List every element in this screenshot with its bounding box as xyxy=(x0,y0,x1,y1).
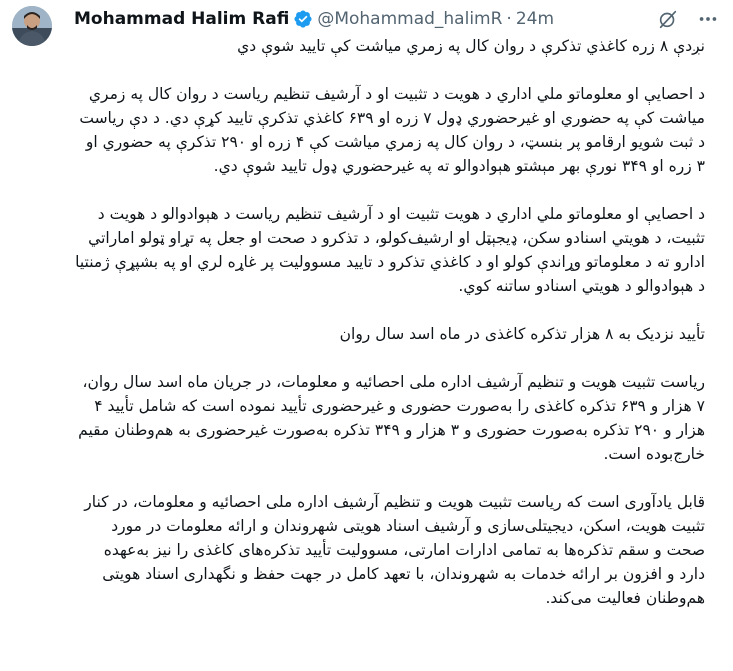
author-name[interactable]: Mohammad Halim Rafi xyxy=(74,9,290,29)
tweet-header xyxy=(74,7,554,31)
grok-icon[interactable] xyxy=(655,6,681,32)
tweet-paragraph-dari-1: ریاست تثبیت هویت و تنظیم آرشیف اداره ملی احصائیه و معلومات، در جریان ماه اسد سال روان، ۷ هزار و ۶۳۹ تذکره کاغذی را به‌صورت حضوری و غیرحضوری تأیید نموده است که شامل تأیید ۴ هزار و ۲۹۰ تذکره به‌صورت حضوری و ۳ هزار و ۳۴۹ تذکره به‌صورت غیرحضوری به هم‌وطنان مقیم خارج‌بوده است. xyxy=(78,373,705,463)
avatar-image xyxy=(12,6,52,46)
timestamp[interactable]: 24m xyxy=(515,9,555,29)
tweet-paragraph-dari-title: تأیید نزدیک به ۸ هزار تذکره کاغذی در ماه اسد سال روان xyxy=(339,325,705,343)
separator-dot: · xyxy=(506,9,512,29)
more-options-icon[interactable] xyxy=(695,6,721,32)
avatar[interactable] xyxy=(12,6,52,46)
verified-badge-icon xyxy=(293,9,313,29)
tweet-paragraph-pashto-title: نږدې ۸ زره کاغذي تذکرې د روان کال په زمري میاشت کې تایید شوې دي xyxy=(237,37,705,55)
tweet-paragraph-dari-2: قابل یادآوری است که ریاست تثبیت هویت و تنظیم آرشیف اداره ملی احصائیه و معلومات، در کنار تثبیت هویت، اسکن، دیجیتلی‌سازی و آرشیف اسناد هویتی شهروندان و ارائه معلومات در مورد صحت و سقم تذکره‌ها به تمامی ادارات امارتی، مسوولیت تأیید تذکره‌های کاغذی را نیز به‌عهده دارد و افزون بر ارائه خدمات به شهروندان، با تعهد کامل در جهت حفظ و نگهداری اسناد هویتی هم‌وطنان فعالیت می‌کند. xyxy=(84,493,705,607)
tweet-text xyxy=(74,34,705,610)
tweet-paragraph-pashto-2: د احصایې او معلوماتو ملي اداري د هویت تثبیت او د آرشیف تنظیم ریاست د هېوادوالو د هویت د تثبیت، د هویتي اسنادو سکن، ډیجېټل او ارشیف‌کولو، د تذکرو د صحت او جعل په تړاو ټولو اماراتي ادارو ته د معلوماتو وړاندې کولو او د کاغذي تذکرو د تایید مسوولیت پر غاړه لري او په بشپړې ژمنتیا د هېوادوالو د هویتي اسنادو ساتنه کوي. xyxy=(75,205,705,295)
header-actions xyxy=(655,6,721,32)
tweet-paragraph-pashto-1: د احصایې او معلوماتو ملي اداري د هویت د تثبیت او د آرشیف تنظیم ریاست د روان کال په زمري میاشت کې په حضوري او غیرحضوري ډول ۷ زره او ۶۳۹ کاغذي تذکرې تایید کړې دي. د دې ریاست د ثبت شویو ارقامو پر بنسټ، د روان کال په زمري میاشت کې ۴ زره او ۲۹۰ تذکرې په حضوري او ۳ زره او ۳۴۹ نورې بهر مېشتو هېوادوالو ته په غیرحضوري ډول تایید شوې دي. xyxy=(79,85,705,175)
author-handle[interactable]: @Mohammad_halimR xyxy=(317,9,503,29)
